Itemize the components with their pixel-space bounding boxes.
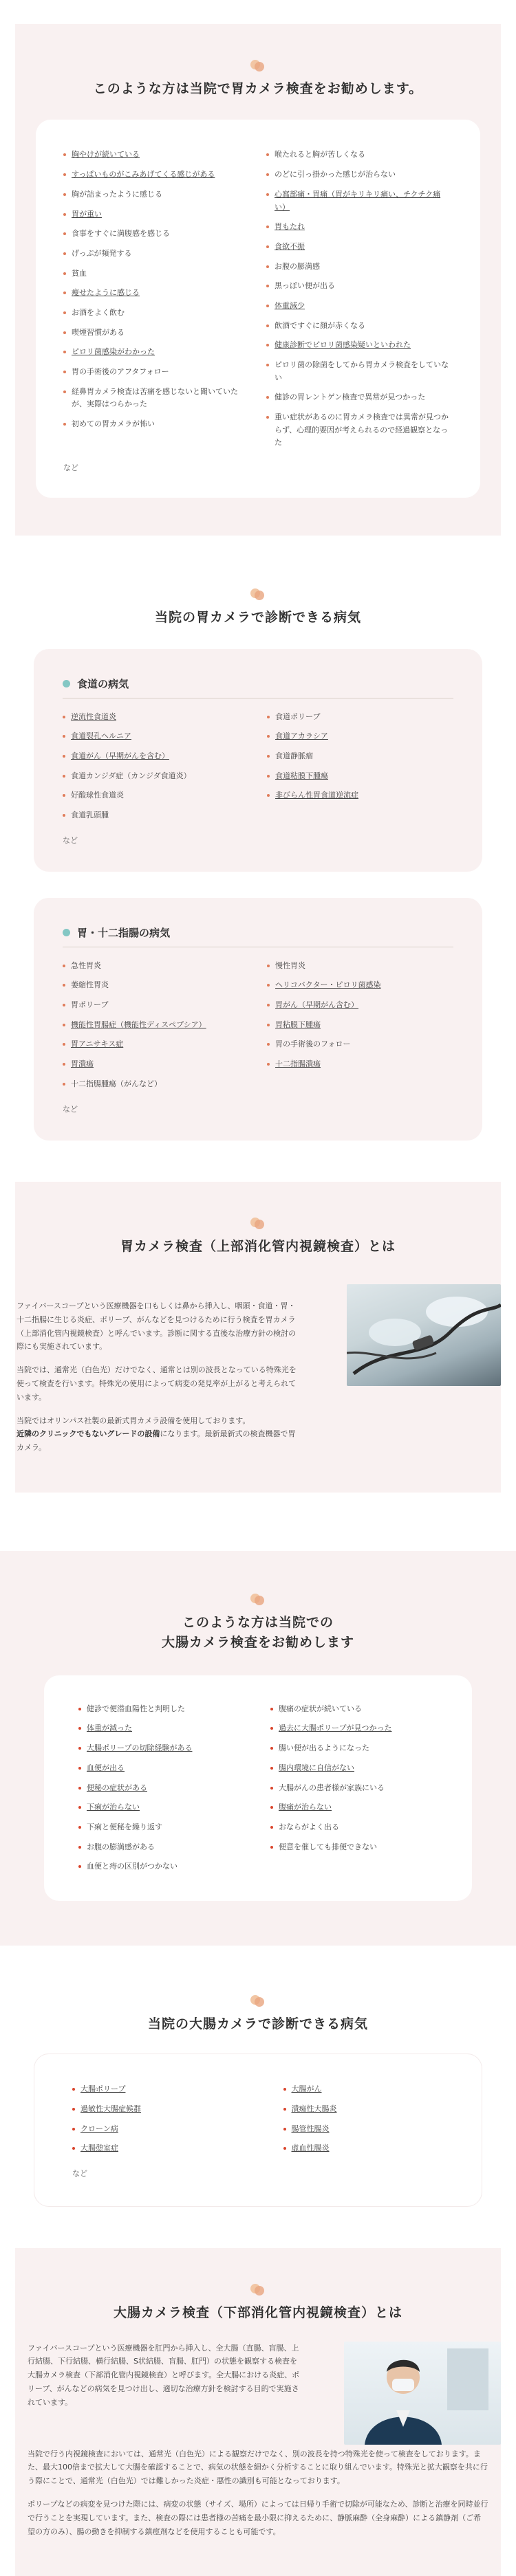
list-item-label: 心窩部痛・胃痛（胃がキリキリ痛い、チクチク痛い） — [275, 189, 441, 212]
list-item — [78, 1841, 252, 1854]
list-item-label: 腸内環境に自信がない — [279, 1763, 354, 1772]
list-item-label: 血便が出る — [87, 1763, 125, 1772]
colon-recommend-left-list — [78, 1703, 252, 1880]
list-item-label: 初めての胃カメラが怖い — [72, 419, 155, 429]
upper-recommend-title: このような方は当院で胃カメラ検査をお勧めします。 — [93, 81, 423, 96]
list-item[interactable] — [63, 1019, 249, 1032]
list-item[interactable] — [270, 1722, 444, 1735]
colon-disease-card — [34, 2054, 482, 2207]
gastroscopy-about-title: 胃カメラ検査（上部消化管内視鏡検査）とは — [120, 1238, 396, 1254]
colonoscopy-about-p1: ファイバースコープという医療機器を肛門から挿入し、全大腸（直腸、盲腸、上行結腸、下行結腸、横行結腸、S状結腸、盲腸、肛門）の状態を観察する検査を大腸カメラ検査（下部消化管内視鏡検査）と呼びます。全大腸における炎症、ポリープ、がんなどの病気を見つけ出し、適切な治療方針を検討する目的で実施されています。 — [28, 2343, 300, 2407]
list-item-label: 健診の胃レントゲン検査で異常が見つかった — [275, 393, 426, 402]
list-item-label: 大腸がんの患者様が家族にいる — [279, 1783, 385, 1792]
list-item — [63, 999, 249, 1012]
list-item — [63, 327, 248, 340]
list-item[interactable] — [72, 2123, 242, 2136]
endoscope-hands-photo — [347, 1284, 501, 1386]
list-item — [266, 280, 451, 293]
colon-disease-etc: など — [72, 2169, 87, 2179]
list-item[interactable] — [78, 1742, 252, 1755]
list-item-label: 下痢と便秘を繰り返す — [87, 1822, 162, 1831]
list-item-label: 腹痛の症状が続いている — [279, 1704, 362, 1713]
list-item[interactable] — [267, 789, 453, 802]
colon-recommend-title: このような方は当院での 大腸カメラ検査をお勧めします — [161, 1614, 354, 1651]
colonoscopy-about-p2: 当院で行う内視鏡検査においては、通常光（白色光）による観察だけでなく、別の波長を持つ特殊光を使って検査をしております。また、最大100倍まで拡大して大腸を確認することで、病気の状態を細かく分析することに取り組んでいます。特殊光と拡大観察を共に行う際にことで、通常光（白色光）では難しかった炎症・悪性の識別も可能となっております。 — [28, 2449, 488, 2486]
list-item — [267, 711, 453, 724]
list-item-label: 便意を催しても排便できない — [279, 1842, 377, 1851]
upper-disease-section — [0, 536, 516, 1181]
stomach-right-list — [267, 960, 453, 1098]
list-item-label: 胃潰瘍 — [71, 1059, 94, 1069]
list-item[interactable] — [78, 1722, 252, 1735]
list-item — [267, 960, 453, 973]
list-item[interactable] — [283, 2123, 453, 2136]
list-item[interactable] — [72, 2083, 242, 2096]
colon-disease-title: 当院の大腸カメラで診断できる病気 — [147, 2016, 368, 2032]
list-item-label: お腹の膨満感がある — [87, 1842, 155, 1851]
gastroscopy-about-p2: 当院では、通常光（白色光）だけでなく、通常とは別の波長となっている特殊光を使って検査を行います。特殊光の使用によって病変の発見率が上がると考えられています。 — [17, 1365, 297, 1402]
decor-dots-icon — [250, 2282, 266, 2296]
list-item-label: 健康診断でピロリ菌感染疑いといわれた — [275, 340, 411, 350]
list-item-label: 胸やけが続いている — [72, 150, 140, 159]
list-item-label: すっぱいものがこみあげてくる感じがある — [72, 170, 215, 179]
list-item[interactable] — [283, 2142, 453, 2155]
colonoscopy-about-p3: ポリープなどの病変を見つけた際には、病変の状態（サイズ、場所）によっては日帰り手術で切除が可能なため、診断と治療を同時並行で行うことを実現しています。また、検査の際には患者様の苦痛を最小限に抑えるために、静脈麻酔（全身麻酔）による鎮静剤（ご希望の方のみ）、腸の動きを抑制する鎮痙剤などを使用することも可能です。 — [28, 2499, 488, 2536]
list-item — [63, 247, 248, 261]
list-item — [266, 168, 451, 181]
list-item-label: 胃がん（早期がん含む） — [275, 1000, 358, 1010]
list-item — [63, 789, 249, 802]
upper-recommend-etc: など — [63, 463, 78, 473]
gastroscopy-about-p4: になります。最新最新式の検査機器で胃カメラ。 — [17, 1429, 296, 1453]
list-item-label: お腹の膨満感 — [275, 261, 320, 271]
gastroscopy-about-p1: ファイバースコープという医療機器を口もしくは鼻から挿入し、咽頭・食道・胃・十二指腸に生じる炎症、ポリープ、がんなどを見つけるために行う検査を胃カメラ（上部消化管内視鏡検査）と呼んでいます。診断に関する直後な治療方針の検討の際にも実施されています。 — [17, 1301, 297, 1352]
decor-dots-icon — [250, 1592, 266, 1606]
esophagus-right-list — [267, 711, 453, 829]
list-item[interactable] — [72, 2103, 242, 2116]
list-item — [266, 148, 451, 162]
upper-recommend-right-list — [266, 148, 451, 456]
list-item-label: 食道アカラシア — [275, 731, 328, 741]
list-item-label: 食道がん（早期がんを含む） — [71, 751, 169, 760]
list-item-label: 食欲不振 — [275, 241, 305, 251]
list-item-label: 逆流性食道炎 — [71, 712, 116, 721]
list-item-label: 喫煙習慣がある — [72, 327, 125, 337]
esophagus-etc: など — [63, 835, 78, 845]
doctor-photo — [344, 2342, 501, 2445]
list-item[interactable] — [63, 208, 248, 221]
list-item-label: 食道カンジダ症（カンジダ食道炎） — [71, 771, 191, 780]
list-item[interactable] — [267, 730, 453, 743]
list-item-label: 胃粘膜下腫瘍 — [275, 1020, 321, 1029]
list-item-label: 健診で便潜血陽性と判明した — [87, 1704, 185, 1713]
list-item-label: 慢性胃炎 — [275, 960, 305, 970]
list-item — [267, 1038, 453, 1051]
list-item-label: 飲酒ですぐに顔が赤くなる — [275, 320, 365, 330]
list-item[interactable] — [267, 999, 453, 1012]
list-item-label: 萎縮性胃炎 — [71, 980, 109, 990]
list-item-label: 胃もたれ — [275, 222, 305, 232]
list-item[interactable] — [63, 168, 248, 181]
list-item — [63, 770, 249, 783]
list-item — [270, 1782, 444, 1795]
list-item — [78, 1821, 252, 1834]
esophagus-subtitle: 食道の病気 — [63, 676, 453, 698]
list-item-label: 胃の手術後のフォロー — [275, 1039, 351, 1049]
list-item-label: 胃ポリープ — [71, 1000, 109, 1010]
list-item-label: 食道ポリープ — [275, 712, 321, 721]
colon-recommend-right-list — [270, 1703, 444, 1880]
list-item — [270, 1742, 444, 1755]
colon-disease-section — [0, 1946, 516, 2248]
endoscope-icon — [347, 1284, 501, 1386]
list-item-label: 貧血 — [72, 268, 87, 278]
list-item-label: 体重が減った — [87, 1724, 132, 1733]
list-item-label: お酒をよく飲む — [72, 307, 125, 317]
list-item[interactable] — [283, 2103, 453, 2116]
list-item[interactable] — [63, 287, 248, 300]
list-item[interactable] — [266, 188, 451, 214]
list-item-label: ピロリ菌の除菌をしてから胃カメラ検査をしていない — [275, 360, 449, 382]
esophagus-card — [34, 649, 482, 872]
list-item-label: おならがよく出る — [279, 1822, 339, 1831]
stomach-subtitle: 胃・十二指腸の病気 — [63, 925, 453, 947]
list-item — [63, 960, 249, 973]
list-item-label: 大腸ポリープ — [80, 2084, 126, 2094]
list-item-label: 急性胃炎 — [71, 960, 101, 970]
list-item[interactable] — [63, 346, 248, 359]
list-item-label: 胸が詰まったように感じる — [72, 189, 162, 199]
list-item — [266, 261, 451, 274]
decor-dots-icon — [250, 1994, 266, 2007]
list-item — [63, 1078, 249, 1091]
list-item — [266, 411, 451, 450]
list-item — [63, 267, 248, 280]
list-item-label: クローン病 — [80, 2124, 118, 2133]
list-item-label: 痩せたように感じる — [72, 288, 140, 298]
list-item — [266, 391, 451, 404]
list-item-label: 好酸球性食道炎 — [71, 791, 124, 800]
list-item-label: 便秘の症状がある — [87, 1783, 147, 1792]
colon-disease-left-list — [72, 2083, 242, 2162]
decor-dots-icon — [250, 587, 266, 601]
list-item — [63, 307, 248, 320]
list-item-label: 食道粘膜下腫瘍 — [275, 771, 328, 780]
list-item-label: 食道乳頭腫 — [71, 811, 109, 819]
list-item[interactable] — [78, 1782, 252, 1795]
list-item-label: 血便と痔の区別がつかない — [87, 1862, 178, 1871]
stomach-etc: など — [63, 1104, 78, 1114]
list-item-label: 食道静脈瘤 — [275, 751, 313, 760]
list-item — [63, 809, 249, 822]
list-item-label: ピロリ菌感染がわかった — [72, 347, 155, 357]
upper-recommend-card — [36, 120, 480, 498]
stomach-card — [34, 898, 482, 1141]
list-item[interactable] — [63, 730, 249, 743]
list-item-label: 大腸ポリープの切除経験がある — [87, 1743, 193, 1753]
list-item-label: 過去に大腸ポリープが見つかった — [279, 1724, 392, 1733]
teal-dot-icon — [63, 680, 70, 687]
list-item-label: 経鼻胃カメラ検査は苦痛を感じないと聞いていたが、実際はつらかった — [72, 386, 238, 409]
stomach-left-list — [63, 960, 249, 1098]
list-item-label: げっぷが頻発する — [72, 248, 132, 258]
list-item — [270, 1703, 444, 1716]
decor-dots-icon — [250, 1216, 266, 1230]
list-item[interactable] — [267, 1019, 453, 1032]
list-item — [63, 418, 248, 431]
list-item[interactable] — [63, 148, 248, 162]
list-item-label: 腸い便が出るようになった — [279, 1743, 369, 1753]
list-item-label: 腹痛が治らない — [279, 1803, 332, 1812]
list-item[interactable] — [63, 1038, 249, 1051]
list-item[interactable] — [63, 711, 249, 724]
list-item-label: 大腸がん — [291, 2084, 322, 2094]
list-item — [63, 979, 249, 992]
doctor-icon — [344, 2342, 501, 2445]
list-item — [267, 750, 453, 763]
list-item-label: 胃アニサキス症 — [71, 1039, 124, 1049]
list-item-label: ヘリコバクター・ピロリ菌感染 — [275, 980, 381, 990]
list-item[interactable] — [78, 1801, 252, 1814]
upper-disease-title: 当院の胃カメラで診断できる病気 — [154, 610, 361, 626]
list-item-label: 過敏性大腸症候群 — [80, 2104, 141, 2114]
list-item-label: 十二指腸潰瘍 — [275, 1059, 321, 1069]
list-item[interactable] — [266, 339, 451, 352]
list-item-label: 大腸憩室症 — [80, 2144, 118, 2153]
teal-dot-icon — [63, 929, 70, 936]
gastroscopy-about-p3: 当院ではオリンパス社製の最新式胃カメラ設備を使用しております。 — [17, 1416, 250, 1425]
colon-recommend-card — [44, 1675, 472, 1901]
list-item[interactable] — [78, 1762, 252, 1775]
decor-dots-icon — [250, 58, 266, 72]
list-item-label: 非びらん性胃食道逆流症 — [275, 791, 358, 800]
list-item[interactable] — [283, 2083, 453, 2096]
list-item — [63, 366, 248, 379]
list-item — [270, 1821, 444, 1834]
list-item-label: 食事をすぐに満腹感を感じる — [72, 229, 170, 239]
list-item[interactable] — [266, 221, 451, 234]
colon-disease-right-list — [283, 2083, 453, 2162]
list-item-label: 黒っぽい便が出る — [275, 281, 335, 291]
list-item-label: 食道裂孔ヘルニア — [71, 731, 131, 741]
list-item — [270, 1841, 444, 1854]
list-item[interactable] — [63, 1058, 249, 1071]
list-item-label: 潰瘍性大腸炎 — [291, 2104, 337, 2114]
list-item-label: 喉たれると胸が苦しくなる — [275, 150, 365, 159]
esophagus-left-list — [63, 711, 249, 829]
list-item[interactable] — [267, 770, 453, 783]
list-item — [266, 359, 451, 384]
list-item[interactable] — [270, 1801, 444, 1814]
list-item-label: 腸管性腸炎 — [291, 2124, 330, 2133]
list-item — [63, 386, 248, 411]
list-item-label: 十二指腸腫瘍（がんなど） — [71, 1079, 162, 1088]
list-item-label: 虚血性腸炎 — [291, 2144, 330, 2153]
list-item-label: 胃が重い — [72, 209, 102, 219]
list-item — [78, 1703, 252, 1716]
list-item[interactable] — [72, 2142, 242, 2155]
list-item-label: 胃の手術後のアフタフォロー — [72, 367, 169, 376]
list-item[interactable] — [266, 300, 451, 313]
list-item-label: 体重減少 — [275, 300, 305, 310]
list-item-label: 重い症状があるのに胃カメラ検査では異常が見つからず、心理的要因が考えられるので経過観察となった — [275, 412, 449, 448]
list-item[interactable] — [63, 750, 249, 763]
colon-recommend-section — [0, 1551, 516, 1946]
list-item-label: 下痢が治らない — [87, 1803, 140, 1812]
gastroscopy-about-highlight: 近隣のクリニックでもないグレードの設備 — [17, 1429, 160, 1439]
list-item[interactable] — [270, 1762, 444, 1775]
list-item — [63, 228, 248, 241]
list-item — [266, 320, 451, 333]
list-item[interactable] — [266, 241, 451, 254]
list-item — [78, 1860, 252, 1873]
list-item-label: 機能性胃腸症（機能性ディスペプシア） — [71, 1020, 206, 1029]
colonoscopy-about-section — [15, 2248, 501, 2576]
upper-recommend-left-list — [63, 148, 248, 456]
list-item-label: のどに引っ掛かった感じが治らない — [275, 170, 396, 179]
gastroscopy-about-section — [15, 1182, 501, 1493]
list-item[interactable] — [267, 979, 453, 992]
upper-recommend-section — [15, 24, 501, 536]
colonoscopy-about-title: 大腸カメラ検査（下部消化管内視鏡検査）とは — [113, 2305, 402, 2321]
list-item[interactable] — [267, 1058, 453, 1071]
list-item — [63, 188, 248, 201]
